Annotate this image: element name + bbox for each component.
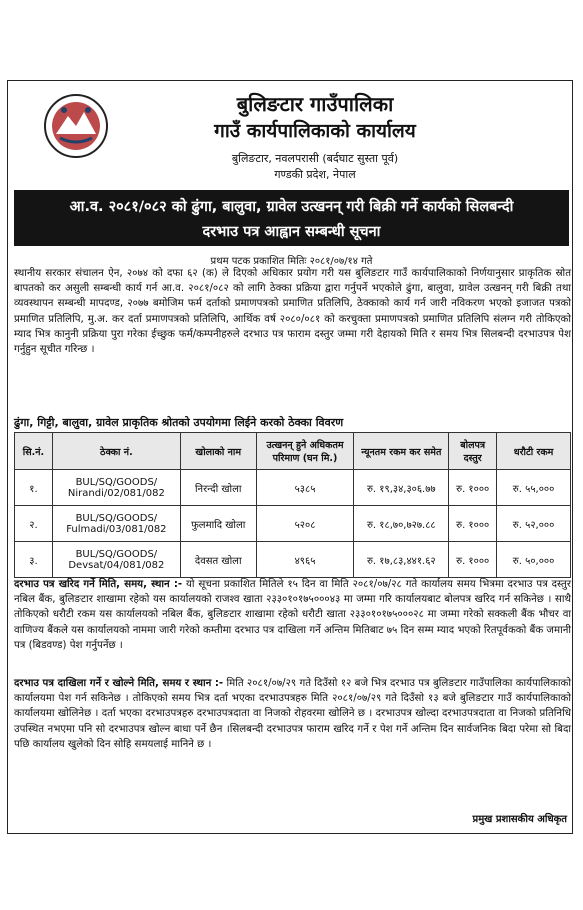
notice-banner: [14, 190, 569, 246]
table-cell: निरन्दी खोला: [180, 470, 256, 506]
table-cell: रु. १७,८३,४४१.६२: [354, 542, 449, 578]
address-line-1: बुलिङटार, नवलपरासी (बर्दघाट सुस्ता पूर्व): [231, 152, 399, 165]
office-title-2: गाउँ कार्यपालिकाको कार्यालय: [214, 120, 416, 142]
table-cell: रु. ५०,०००: [497, 542, 571, 578]
col-header: सि.नं.: [15, 433, 53, 470]
table-cell: १.: [15, 470, 53, 506]
table-cell: ४९६५: [256, 542, 354, 578]
col-header: न्यूनतम रकम कर समेत: [354, 433, 449, 470]
table-row: [15, 542, 571, 578]
table-cell: ३.: [15, 542, 53, 578]
table-cell: २.: [15, 506, 53, 542]
table-row: [15, 470, 571, 506]
table-cell: BUL/SQ/GOODS/ Fulmadi/03/081/082: [52, 506, 180, 542]
table-cell: रु. १०००: [449, 470, 497, 506]
publication-date: प्रथम पटक प्रकाशित मितिः २०८१/०७/१४ गते: [210, 256, 373, 267]
table-cell: रु. १९,३४,३०६.७७: [354, 470, 449, 506]
table-header-row: [15, 433, 571, 470]
table-cell: रु. १०००: [449, 506, 497, 542]
table-cell: ५३८५: [256, 470, 354, 506]
table-cell: रु. १८,७०,७२७.८८: [354, 506, 449, 542]
table-cell: रु. ५५,०००: [497, 470, 571, 506]
table-cell: देवसत खोला: [180, 542, 256, 578]
table-cell: BUL/SQ/GOODS/ Nirandi/02/081/082: [52, 470, 180, 506]
table-cell: फुलमादि खोला: [180, 506, 256, 542]
table-cell: रु. १०००: [449, 542, 497, 578]
table-title: ढुंगा, गिट्टी, बालुवा, ग्रावेल प्राकृतिक श्रोतको उपयोगमा लिईने करको ठेक्का विवरण: [14, 416, 344, 429]
col-header: धरौटी रकम: [497, 433, 571, 470]
table-cell: रु. ५२,०००: [497, 506, 571, 542]
submission-heading: दरभाउ पत्र दाखिला गर्ने र खोल्ने मिति, समय र स्थान :-: [14, 678, 224, 689]
col-header: खोलाको नाम: [180, 433, 256, 470]
purchase-paragraph: [14, 577, 571, 653]
address-line-2: गण्डकी प्रदेश, नेपाल: [274, 168, 356, 181]
emblem-icon: [42, 92, 110, 160]
col-header: बोलपत्र दस्तुर: [449, 433, 497, 470]
banner-line-2: दरभाउ पत्र आह्वान सम्बन्धी सूचना: [202, 224, 381, 240]
intro-paragraph: स्थानीय सरकार संचालन ऐन, २०७४ को दफा ६२ (क) ले दिएको अधिकार प्रयोग गरी यस बुलिङटार गाउँ कार्यपालिकाको निर्णयानुसार प्राकृतिक स्रोत बापतको कर असुली सम्बन्धी कार्य गर्न आ.व. २०८१/०८२ को लागि ठेक्का प्रक्रिया द्वारा गर्नुपर्ने भएकोले ढुंगा, बालुवा, ग्रावेल उत्खनन् गरी बिक्री तथा व्यवस्थापन सम्बन्धी मापदण्ड, २०७७ बमोजिम फर्म दर्ताको प्रमाणपत्रको प्रमाणित प्रतिलिपि, ठेक्काको कार्य गर्न जारी नविकरण भएको इजाजत पत्रको प्रमाणित प्रतिलिपि, मु.अ. कर दर्ता प्रमाणपत्रको प्रतिलिपि, आर्थिक वर्ष २०८०/०८१ को करचुक्ता प्रमाणपत्रको प्रमाणित प्रतिलिपि संलग्न गरी तोकिएको म्याद भित्र कानुनी प्रक्रिया पुरा गरेका ईच्छुक फर्म/कम्पनीहरुले दरभाउ पत्र फाराम दस्तुर जम्मा गरी देहायको मिति र समय भित्र सिलबन्दी दरभाउपत्र पेश गर्नुहुन सूचीत गरिन्छ ।: [14, 268, 571, 356]
col-header: उत्खनन् हुने अधिकतम परिमाण (घन मि.): [256, 433, 354, 470]
table-row: [15, 506, 571, 542]
col-header: ठेक्का नं.: [52, 433, 180, 470]
purchase-heading: दरभाउ पत्र खरिद गर्ने मिति, समय, स्थान :-: [14, 579, 183, 590]
submission-paragraph: [14, 676, 571, 752]
banner-line-1: आ.व. २०८१/०८२ को ढुंगा, बालुवा, ग्रावेल उत्खनन् गरी बिक्री गर्ने कार्यको सिलबन्दी: [69, 199, 514, 215]
contract-table: [14, 432, 571, 578]
submission-text: मिति २०८१/०७/२९ गते दिउँसो १२ बजे भित्र दरभाउ पत्र बुलिङटार गाउँपालिका कार्यपालिकाको कार्यालयमा पेश गर्न सकिनेछ । तोकिएको समय भित्र दर्ता भएका दरभाउपत्रहरु मिति २०८१/०७/२९ गते दिउँसो १३ बजे बुलिङटार गाउँ कार्यपालिकाको कार्यालयमा खोलिनेछ । दर्ता भएका दरभाउपत्रहरु दरभाउपत्रदाता वा निजको रोहवरमा खोलिने छ । दरभाउपत्र खोल्दा दरभाउपत्रदाता वा निजको प्रतिनिधि उपस्थित नभएमा पनि सो दरभाउपत्र खोल्न बाधा पर्ने छैन ।सिलबन्दी दरभाउपत्र फाराम खरिद गर्ने र पेश गर्ने अन्तिम दिन सार्वजनिक बिदा परेमा सो बिदा पछि कार्यालय खुलेको दिन सोहि समयलाई मानिने छ ।: [14, 678, 571, 750]
signature: प्रमुख प्रशासकीय अधिकृत: [472, 814, 567, 825]
office-title-1: बुलिङटार गाउँपालिका: [236, 92, 394, 116]
purchase-text: यो सूचना प्रकाशित मितिले १५ दिन वा मिति २०८१/०७/२८ गते कार्यालय समय भित्रमा दरभाउ पत्र दस्तुर नबिल बैंक, बुलिङटार शाखामा रहेको यस कार्यालयको राजश्व खाता २३३०१०१७५०००४३ मा जम्मा गरि कार्यालयबाट बोलपत्र खरिद गर्न सकिनेछ । साथै तोकिएको धरौटी रकम यस कार्यालयको नबिल बैंक, बुलिङटार शाखामा रहेको धरौटी खाता २३३०१०१७५०००२८ मा जम्मा गरेको सक्कली बैंक भौचर वा वाणिज्य बैंकले यस कार्यालयको नाममा जारी गरेको कम्तीमा दरभाउ पत्र दाखिला गर्ने अन्तिम मितिबाट ७५ दिन सम्म म्याद भएको रितपूर्वकको बैंक जमानी पत्र (बिडवण्ड) पेश गर्नुपर्नेछ ।: [14, 579, 571, 651]
table-cell: BUL/SQ/GOODS/ Devsat/04/081/082: [52, 542, 180, 578]
table-cell: ५२०८: [256, 506, 354, 542]
